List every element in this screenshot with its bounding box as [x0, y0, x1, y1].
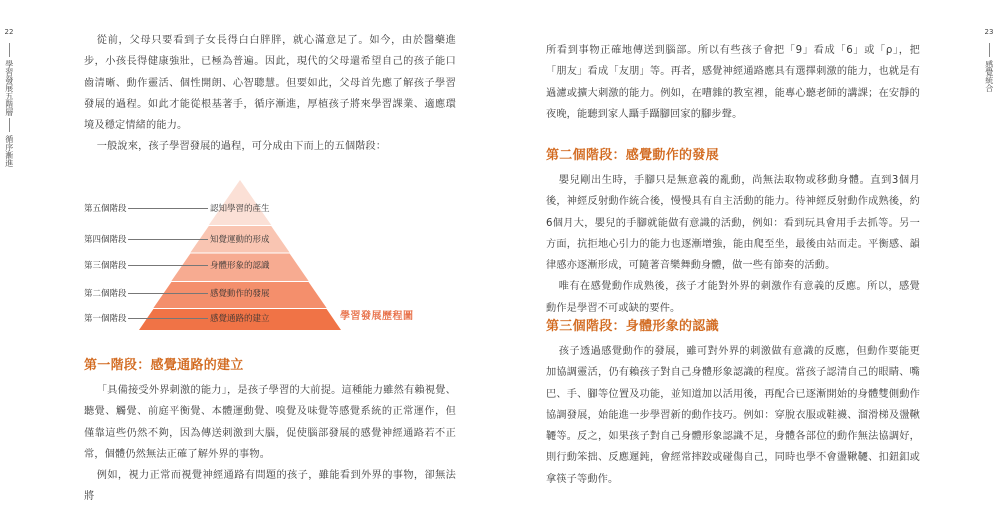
stage-name: 感覺動作的發展	[210, 289, 270, 299]
pyramid-stage-5	[84, 201, 270, 215]
leader-line	[128, 318, 208, 319]
leader-line	[128, 293, 208, 294]
paragraph: 唯有在感覺動作成熟後，孩子才能對外界的刺激作有意義的反應。所以，感覺動作是學習不可或缺的要件。	[546, 281, 920, 314]
running-head-sub: 循序漸進	[4, 134, 14, 167]
stage-label: 第一個階段	[84, 314, 127, 324]
stage-label: 第五個階段	[84, 204, 127, 214]
section-3	[546, 313, 920, 490]
page-number-right: 23	[984, 28, 994, 36]
stage-name: 身體形象的認識	[210, 261, 270, 271]
leader-line	[128, 265, 208, 266]
section-1	[84, 352, 456, 508]
paragraph: 嬰兒剛出生時，手腳只是無意義的亂動，尚無法取物或移動身體。直到3個月後，神經反射動作統合後，慢慢具有自主活動的能力。待神經反射動作成熟後，約6個月大，嬰兒的手腳就能做有意識的活動，例如：看到玩具會用手去抓等。另一方面，抗拒地心引力的能力也逐漸增強，能由爬至坐，最後由站而走。平衡感、韻律感亦逐漸形成，可隨著音樂舞動身體，做一些有節奏的活動。	[546, 175, 920, 272]
section-heading: 第二個階段：感覺動作的發展	[546, 148, 719, 163]
paragraph: 「具備接受外界刺激的能力」，是孩子學習的大前提。這種能力雖然有賴視覺、聽覺、觸覺、前庭平衡覺、本體運動覺、嗅覺及味覺等感覺系統的正常運作，但僅靠這些仍然不夠，因為傳送刺激到大腦，促使腦部發展的感覺神經通路若不正常，個體仍然無法正確了解外界的事物。	[84, 385, 456, 460]
paragraph: 所看到事物正確地傳送到腦部。所以有些孩子會把「9」看成「6」或「ρ」，把「朋友」看成「友朋」等。再者，感覺神經通路應具有選擇刺激的能力，也就是有過濾或擴大刺激的能力。例如，在嘈雜的教室裡，能專心聽老師的講課；在安靜的夜晚，能聽到家人躡手躡腳回家的腳步聲。	[546, 45, 920, 120]
pyramid-stage-4	[84, 232, 270, 246]
paragraph: 一般說來，孩子學習發展的過程，可分成由下而上的五個階段：	[96, 141, 387, 153]
continued-text	[546, 40, 920, 125]
paragraph: 從前，父母只要看到子女長得白白胖胖，就心滿意足了。如今，由於醫藥進步，小孩長得健康強壯，已極為普遍。因此，現代的父母還希望自己的孩子能口齒清晰、動作靈活、個性開朗、心智聰慧。但要如此，父母首先應了解孩子學習發展的過程。如此才能從根基著手，循序漸進，厚植孩子將來學習課業、適應環境及穩定情緒的能力。	[84, 35, 456, 132]
stage-label: 第二個階段	[84, 289, 127, 299]
stage-name: 感覺通路的建立	[210, 314, 270, 324]
paragraph: 例如，視力正常而視覺神經通路有問題的孩子，雖能看到外界的事物，卻無法將	[84, 470, 456, 503]
pyramid-stage-3	[84, 258, 270, 272]
section-2	[546, 142, 920, 319]
stage-name: 知覺運動的形成	[210, 235, 270, 245]
pyramid-stage-1	[84, 311, 270, 325]
diagram-caption: 學習發展歷程圖	[340, 311, 414, 322]
left-running-head	[2, 28, 16, 167]
divider	[9, 118, 10, 132]
left-page	[0, 0, 500, 503]
learning-pyramid-diagram	[84, 176, 444, 336]
running-head-title: 感覺統合	[984, 59, 994, 92]
stage-label: 第四個階段	[84, 235, 127, 245]
pyramid-stage-2	[84, 286, 270, 300]
intro-text	[84, 30, 456, 158]
leader-line	[128, 239, 208, 240]
paragraph: 孩子透過感覺動作的發展，雖可對外界的刺激做有意識的反應，但動作要能更加協調靈活，仍有賴孩子對自己身體形象認識的程度。當孩子認清自己的眼睛、嘴巴、手、腳等位置及功能，並知道加以活用後，再配合已逐漸開始的身體雙側動作協調發展，始能進一步學習新的動作技巧。例如：穿脫衣服或鞋襪、溜滑梯及盪鞦韆等。反之，如果孩子對自己身體形象認識不足，身體各部位的動作無法協調好，則行動笨拙、反應遲鈍，會經常摔跤或碰傷自己，同時也學不會盪鞦韆、扣鈕釦或拿筷子等動作。	[546, 346, 920, 485]
running-head-title: 學習發展五階層	[4, 59, 14, 116]
section-heading: 第一階段：感覺通路的建立	[84, 358, 244, 373]
divider	[989, 43, 990, 57]
stage-name: 認知學習的產生	[210, 204, 270, 214]
leader-line	[128, 208, 208, 209]
right-page	[500, 0, 1000, 498]
stage-label: 第三個階段	[84, 261, 127, 271]
right-running-head	[982, 28, 996, 92]
divider	[9, 43, 10, 57]
section-heading: 第三個階段：身體形象的認識	[546, 319, 719, 334]
page-number-left: 22	[4, 28, 14, 36]
